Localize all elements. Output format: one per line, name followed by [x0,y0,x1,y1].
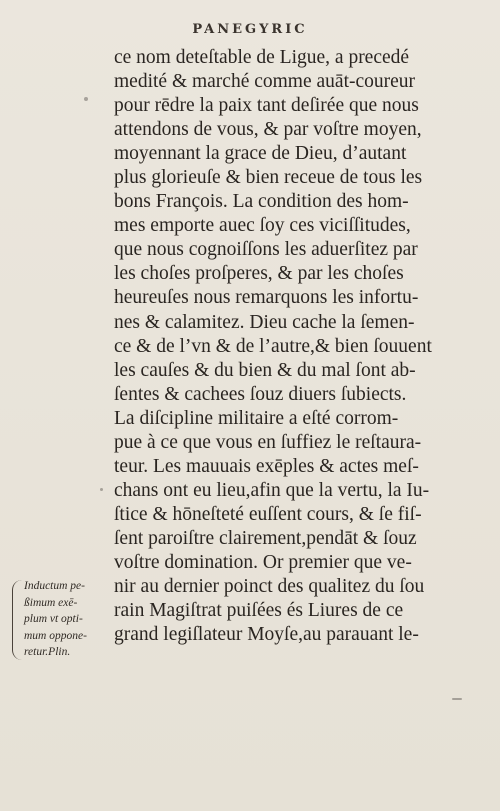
text-line: medité & marché comme auāt-coureur [114,71,416,93]
margin-note-line: plum vt opti- [24,613,83,625]
text-line: ce & de l’vn & de l’autre,& bien ſouuent [114,335,432,357]
text-line: mes emporte auec ſoy ces viciſſitudes, [114,215,411,237]
text-line: les cauſes & du bien & du mal ſont ab- [114,359,416,381]
margin-bracket [12,580,23,660]
margin-note [24,578,120,661]
text-line: chans ont eu lieu,afin que la vertu, la Iu- [114,479,430,501]
text-line: ſtice & hōneſteté euſſent cours, & ſe fiſ- [114,503,422,525]
margin-note-line: mum oppone- [24,629,87,642]
body-text [114,46,462,647]
text-line: nir au dernier poinct des qualitez du ſou [114,576,425,598]
text-line: attendons de vous, & par voſtre moyen, [114,119,422,141]
ink-speck [84,97,88,101]
text-line: que nous cognoiſſons les aduerſitez par [114,239,418,261]
text-line: nes & calamitez. Dieu cache la ſemen- [114,311,415,333]
margin-note-line: retur.Plin. [24,646,71,658]
ink-mark [452,698,462,700]
text-line: ſent paroiſtre clairement,pendāt & ſouz [114,527,417,549]
text-line: pour rēdre la paix tant deſirée que nous [114,95,419,117]
text-line: grand legiſlateur Moyſe,au parauant le- [114,624,419,646]
text-line: les choſes proſperes, & par les choſes [114,263,404,285]
text-line: rain Magiſtrat puiſées és Liures de ce [114,600,404,622]
text-line: plus glorieuſe & bien receue de tous les [114,167,423,189]
running-title: PANEGYRIC [192,22,308,37]
text-line: bons François. La condition des hom- [114,191,409,213]
ink-speck [100,488,103,491]
text-line: voſtre domination. Or premier que ve- [114,551,412,573]
text-line: La diſcipline militaire a eſté corrom- [114,407,399,429]
text-line: pue à ce que vous en ſuffiez le reſtaura- [114,431,422,453]
margin-note-line: Inductum pe- [24,580,85,592]
text-line: ce nom deteſtable de Ligue, a precedé [114,47,410,68]
text-line: ſentes & cachees ſouz diuers ſubiects. [114,383,407,405]
text-line: heureuſes nous remarquons les infortu- [114,287,419,309]
margin-note-line: ßimum exē- [24,596,78,609]
text-line: teur. Les mauuais exēples & actes meſ- [114,455,419,477]
text-line: moyennant la grace de Dieu, d’autant [114,143,407,165]
